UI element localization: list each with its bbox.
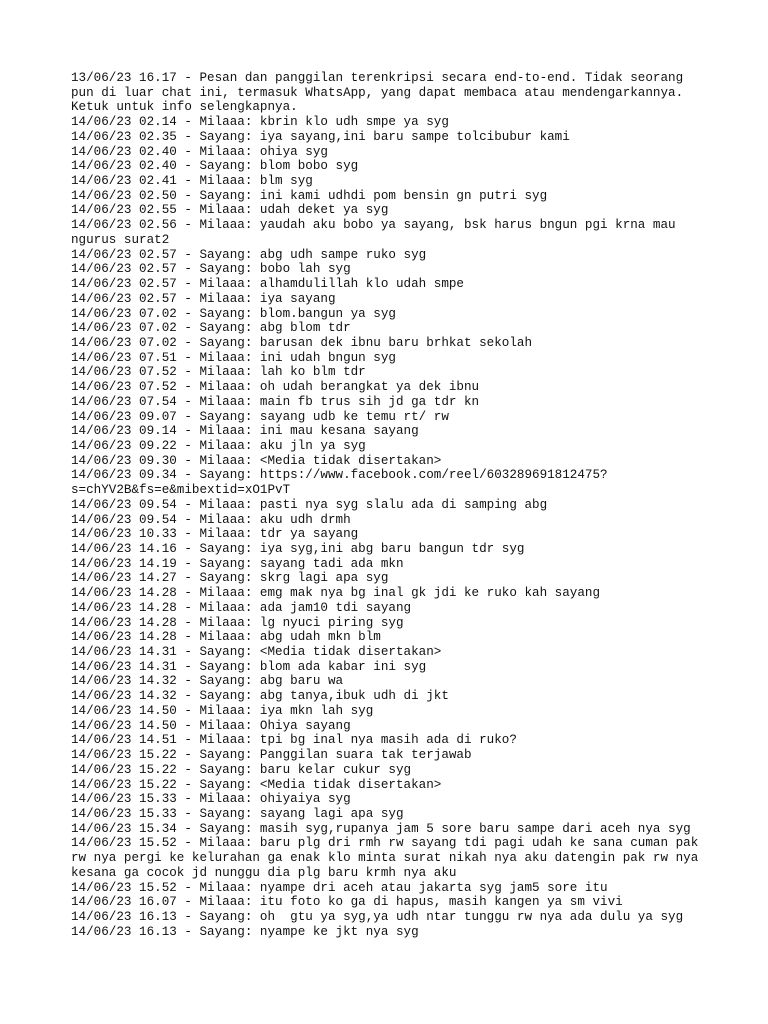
text-line: 14/06/23 09.54 - Milaaa: aku udh drmh bbox=[71, 512, 351, 527]
text-line: 14/06/23 14.16 - Sayang: iya syg,ini abg baru bangun tdr syg bbox=[71, 542, 525, 556]
text-line: 14/06/23 16.07 - Milaaa: itu foto ko ga di hapus, masih kangen ya sm vivi bbox=[71, 895, 623, 910]
text-line: 14/06/23 15.34 - Sayang: masih syg,rupanya jam 5 sore baru sampe dari aceh nya syg bbox=[71, 821, 691, 836]
text-line: 14/06/23 14.31 - Sayang: <Media tidak disertakan> bbox=[71, 645, 442, 660]
text-line: 14/06/23 14.28 - Milaaa: abg udah mkn blm bbox=[71, 630, 381, 645]
text-line: kesana ga cocok jd nunggu dia plg baru krmh nya aku bbox=[71, 865, 457, 880]
text-line: 14/06/23 14.31 - Sayang: blom ada kabar ini syg bbox=[71, 659, 427, 674]
text-line: 14/06/23 02.56 - Milaaa: yaudah aku bobo ya sayang, bsk harus bngun pgi krna mau bbox=[71, 218, 676, 233]
text-line: 14/06/23 16.13 - Sayang: nyampe ke jkt nya syg bbox=[71, 924, 419, 939]
text-line: 14/06/23 15.33 - Milaaa: ohiyaiya syg bbox=[71, 792, 351, 807]
text-line: 14/06/23 07.02 - Sayang: blom.bangun ya syg bbox=[71, 306, 396, 321]
text-line: 14/06/23 09.14 - Milaaa: ini mau kesana sayang bbox=[71, 424, 419, 439]
text-line: 14/06/23 02.57 - Milaaa: alhamdulillah klo udah smpe bbox=[71, 277, 464, 292]
text-line: 14/06/23 07.52 - Milaaa: lah ko blm tdr bbox=[71, 365, 366, 380]
text-line: 14/06/23 02.35 - Sayang: iya sayang,ini baru sampe tolcibubur kami bbox=[71, 129, 570, 144]
text-line: rw nya pergi ke kelurahan ga enak klo minta surat nikah nya aku datengin pak rw nya bbox=[71, 851, 699, 866]
chat-export-document bbox=[71, 71, 711, 939]
text-line: 13/06/23 16.17 - Pesan dan panggilan terenkripsi secara end-to-end. Tidak seorang bbox=[71, 71, 684, 85]
text-line: 14/06/23 02.41 - Milaaa: blm syg bbox=[71, 174, 313, 189]
text-line: 14/06/23 14.50 - Milaaa: iya mkn lah syg bbox=[71, 703, 374, 718]
text-line: 14/06/23 14.28 - Milaaa: lg nyuci piring syg bbox=[71, 615, 404, 630]
text-line: 14/06/23 02.57 - Milaaa: iya sayang bbox=[71, 291, 336, 306]
text-line: 14/06/23 02.50 - Sayang: ini kami udhdi pom bensin gn putri syg bbox=[71, 188, 548, 203]
text-line: 14/06/23 09.54 - Milaaa: pasti nya syg slalu ada di samping abg bbox=[71, 497, 548, 512]
text-line: 14/06/23 15.22 - Sayang: baru kelar cukur syg bbox=[71, 762, 412, 777]
text-line: 14/06/23 16.13 - Sayang: oh gtu ya syg,ya udh ntar tunggu rw nya ada dulu ya syg bbox=[71, 909, 684, 924]
text-line: 14/06/23 15.52 - Milaaa: nyampe dri aceh atau jakarta syg jam5 sore itu bbox=[71, 880, 608, 895]
text-line: 14/06/23 14.28 - Milaaa: emg mak nya bg inal gk jdi ke ruko kah sayang bbox=[71, 586, 601, 601]
text-line: 14/06/23 14.28 - Milaaa: ada jam10 tdi sayang bbox=[71, 600, 412, 615]
text-line: 14/06/23 14.51 - Milaaa: tpi bg inal nya masih ada di ruko? bbox=[71, 733, 517, 748]
text-line: 14/06/23 02.55 - Milaaa: udah deket ya syg bbox=[71, 203, 389, 218]
text-line: 14/06/23 15.52 - Milaaa: baru plg dri rmh rw sayang tdi pagi udah ke sana cuman pak bbox=[71, 836, 699, 851]
text-line: 14/06/23 09.07 - Sayang: sayang udb ke temu rt/ rw bbox=[71, 409, 449, 424]
text-line: Ketuk untuk info selengkapnya. bbox=[71, 100, 298, 115]
text-line: 14/06/23 02.40 - Milaaa: ohiya syg bbox=[71, 144, 328, 159]
text-line: 14/06/23 02.14 - Milaaa: kbrin klo udh smpe ya syg bbox=[71, 115, 449, 130]
text-line: 14/06/23 09.22 - Milaaa: aku jln ya syg bbox=[71, 438, 366, 453]
text-line: pun di luar chat ini, termasuk WhatsApp, yang dapat membaca atau mendengarkannya. bbox=[71, 85, 684, 100]
text-line: 14/06/23 14.19 - Sayang: sayang tadi ada mkn bbox=[71, 556, 404, 571]
text-line: 14/06/23 07.54 - Milaaa: main fb trus sih jd ga tdr kn bbox=[71, 394, 480, 409]
text-line: 14/06/23 15.22 - Sayang: Panggilan suara tak terjawab bbox=[71, 748, 472, 763]
text-line: 14/06/23 02.57 - Sayang: abg udh sampe ruko syg bbox=[71, 247, 427, 262]
text-line: ngurus surat2 bbox=[71, 232, 170, 247]
text-line: 14/06/23 07.52 - Milaaa: oh udah berangkat ya dek ibnu bbox=[71, 380, 480, 395]
text-line: 14/06/23 14.32 - Sayang: abg baru wa bbox=[71, 674, 344, 689]
text-line: 14/06/23 15.22 - Sayang: <Media tidak disertakan> bbox=[71, 777, 442, 792]
text-line: 14/06/23 07.51 - Milaaa: ini udah bngun syg bbox=[71, 350, 396, 365]
text-line: s=chYV2B&fs=e&mibextid=xO1PvT bbox=[71, 483, 291, 498]
text-line: 14/06/23 07.02 - Sayang: barusan dek ibnu baru brhkat sekolah bbox=[71, 335, 533, 350]
text-line: 14/06/23 07.02 - Sayang: abg blom tdr bbox=[71, 321, 351, 336]
text-line: 14/06/23 02.57 - Sayang: bobo lah syg bbox=[71, 262, 351, 277]
text-line: 14/06/23 15.33 - Sayang: sayang lagi apa syg bbox=[71, 806, 404, 821]
text-line: 14/06/23 14.27 - Sayang: skrg lagi apa syg bbox=[71, 571, 389, 586]
text-line: 14/06/23 14.50 - Milaaa: Ohiya sayang bbox=[71, 718, 351, 733]
text-line: 14/06/23 09.30 - Milaaa: <Media tidak disertakan> bbox=[71, 453, 442, 468]
text-line: 14/06/23 02.40 - Sayang: blom bobo syg bbox=[71, 159, 359, 174]
text-line: 14/06/23 09.34 - Sayang: https://www.facebook.com/reel/603289691812475? bbox=[71, 468, 608, 483]
text-line: 14/06/23 14.32 - Sayang: abg tanya,ibuk udh di jkt bbox=[71, 689, 449, 704]
text-line: 14/06/23 10.33 - Milaaa: tdr ya sayang bbox=[71, 527, 359, 542]
